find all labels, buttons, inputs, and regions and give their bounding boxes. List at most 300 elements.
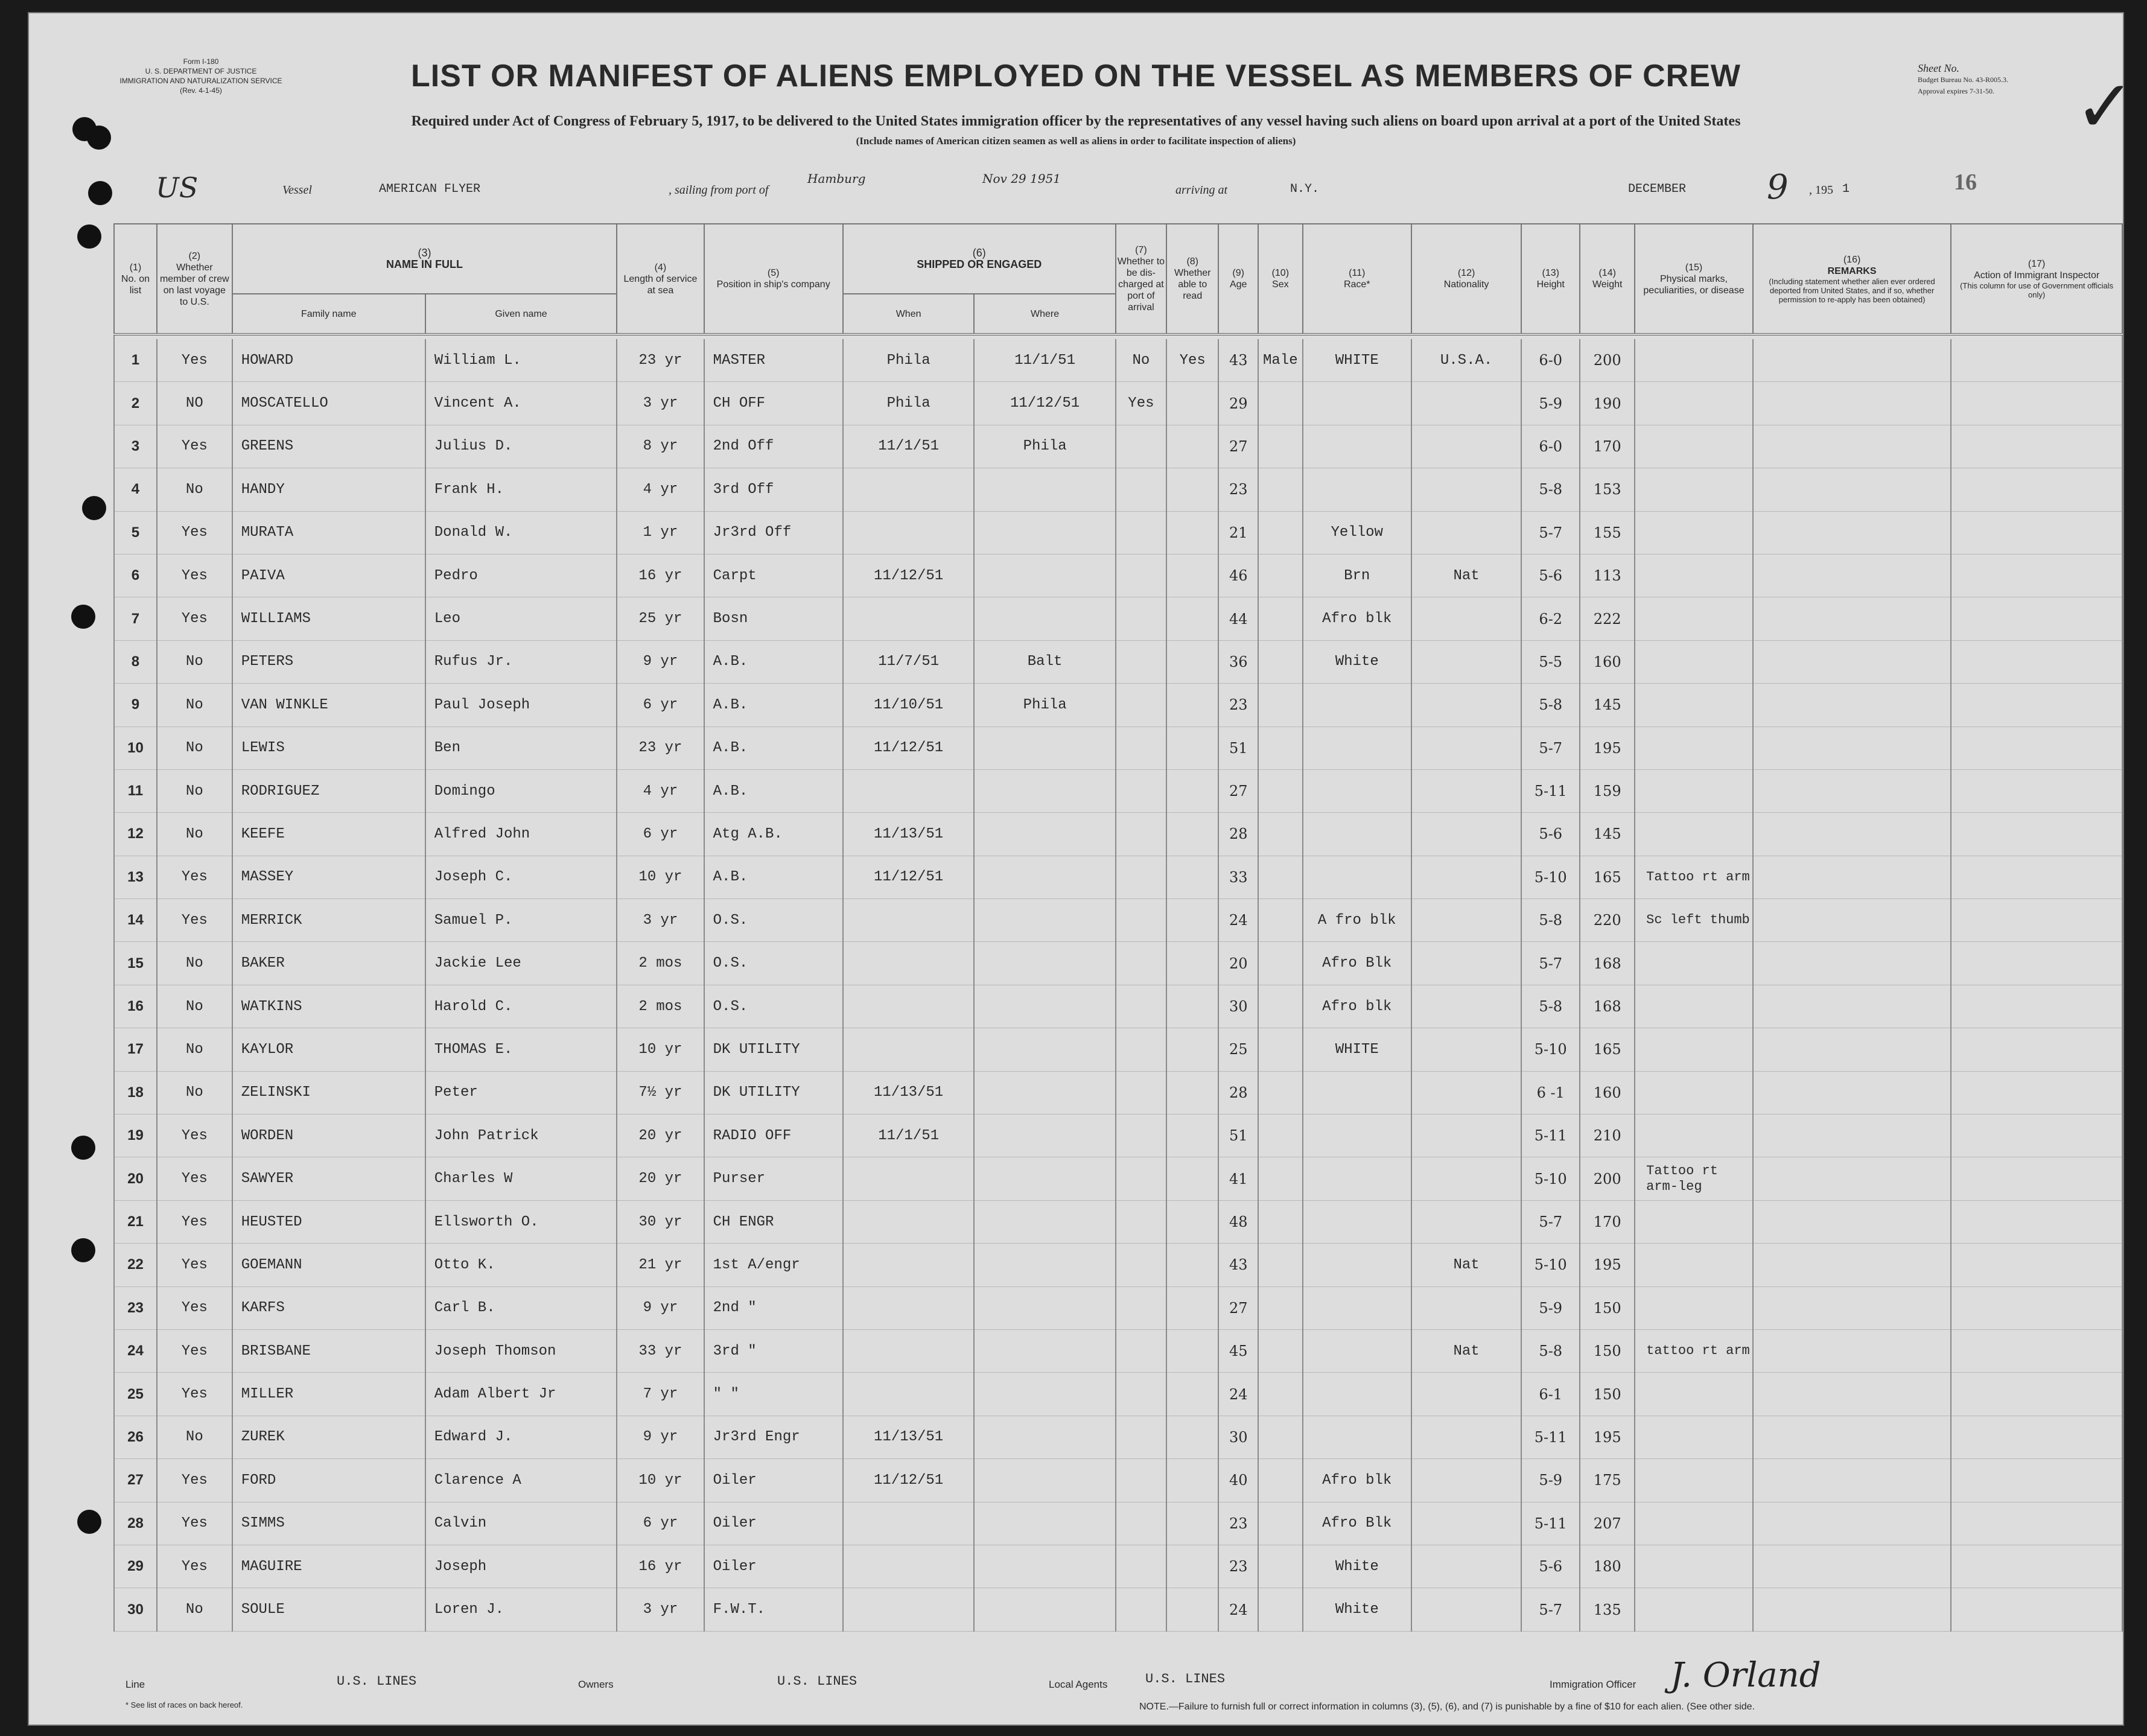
cell-discharged bbox=[1116, 511, 1166, 554]
cell-race: Afro Blk bbox=[1303, 1502, 1411, 1545]
cell-last-voyage: Yes bbox=[157, 856, 232, 898]
cell-physical-marks bbox=[1635, 942, 1753, 985]
cell-nationality bbox=[1411, 1588, 1521, 1631]
cell-family-name: KARFS bbox=[232, 1286, 425, 1329]
cell-last-voyage: Yes bbox=[157, 1545, 232, 1588]
cell-position: Bosn bbox=[704, 597, 843, 640]
cell-sex bbox=[1258, 684, 1302, 727]
cell-inspector-action bbox=[1951, 1459, 2122, 1502]
cell-inspector-action bbox=[1951, 727, 2122, 769]
agents-value: U.S. LINES bbox=[1145, 1671, 1226, 1687]
cell-given-name: William L. bbox=[425, 339, 617, 382]
cell-no: 24 bbox=[114, 1329, 157, 1372]
cell-last-voyage: No bbox=[157, 727, 232, 769]
table-row bbox=[114, 1502, 2122, 1545]
cell-age: 25 bbox=[1218, 1028, 1258, 1071]
cell-height: 6-0 bbox=[1521, 425, 1580, 468]
cell-physical-marks: tattoo rt arm bbox=[1635, 1329, 1753, 1372]
cell-height: 5-11 bbox=[1521, 1114, 1580, 1157]
cell-weight: 135 bbox=[1580, 1588, 1635, 1631]
cell-inspector-action bbox=[1951, 1071, 2122, 1114]
cell-shipped-where bbox=[974, 813, 1115, 856]
cell-inspector-action bbox=[1951, 1373, 2122, 1416]
cell-able-to-read bbox=[1166, 511, 1218, 554]
cell-position: " " bbox=[704, 1373, 843, 1416]
cell-able-to-read bbox=[1166, 597, 1218, 640]
arrival-year-suffix: 1 bbox=[1842, 182, 1850, 196]
cell-race bbox=[1303, 1244, 1411, 1286]
cell-last-voyage: Yes bbox=[157, 1200, 232, 1243]
cell-family-name: ZELINSKI bbox=[232, 1071, 425, 1114]
budget-bureau: Budget Bureau No. 43-R005.3. bbox=[1918, 75, 2008, 84]
cell-age: 28 bbox=[1218, 1071, 1258, 1114]
cell-remarks bbox=[1753, 1071, 1951, 1114]
sheet-number-block bbox=[1918, 63, 2008, 97]
cell-remarks bbox=[1753, 856, 1951, 898]
table-row bbox=[114, 339, 2122, 382]
cell-given-name: Ben bbox=[425, 727, 617, 769]
cell-weight: 180 bbox=[1580, 1545, 1635, 1588]
col-header-remarks: (16) REMARKS (Including statement whether alien ever ordered deported from United States, and if so, whether permission to re-apply has been obtained) bbox=[1753, 224, 1951, 334]
cell-given-name: Domingo bbox=[425, 769, 617, 812]
cell-shipped-when: 11/13/51 bbox=[843, 1071, 975, 1114]
cell-shipped-where bbox=[974, 554, 1115, 597]
cell-no: 21 bbox=[114, 1200, 157, 1243]
cell-nationality bbox=[1411, 899, 1521, 942]
cell-length-of-service: 7 yr bbox=[617, 1373, 704, 1416]
cell-race: Yellow bbox=[1303, 511, 1411, 554]
cell-discharged bbox=[1116, 1459, 1166, 1502]
cell-inspector-action bbox=[1951, 899, 2122, 942]
col-header-nationality: (12) Nationality bbox=[1411, 224, 1521, 334]
table-row bbox=[114, 899, 2122, 942]
cell-able-to-read bbox=[1166, 468, 1218, 511]
cell-nationality bbox=[1411, 1502, 1521, 1545]
cell-height: 6-2 bbox=[1521, 597, 1580, 640]
cell-shipped-where bbox=[974, 1502, 1115, 1545]
cell-position: Jr3rd Engr bbox=[704, 1416, 843, 1458]
cell-position: O.S. bbox=[704, 899, 843, 942]
cell-given-name: Vincent A. bbox=[425, 382, 617, 425]
cell-able-to-read bbox=[1166, 1459, 1218, 1502]
cell-sex bbox=[1258, 1157, 1302, 1200]
cell-inspector-action bbox=[1951, 468, 2122, 511]
line-value: U.S. LINES bbox=[337, 1674, 417, 1689]
cell-nationality: Nat bbox=[1411, 1329, 1521, 1372]
cell-able-to-read bbox=[1166, 769, 1218, 812]
cell-sex bbox=[1258, 1028, 1302, 1071]
cell-position: A.B. bbox=[704, 684, 843, 727]
cell-race: Afro blk bbox=[1303, 985, 1411, 1028]
cell-weight: 153 bbox=[1580, 468, 1635, 511]
cell-remarks bbox=[1753, 1588, 1951, 1631]
cell-inspector-action bbox=[1951, 942, 2122, 985]
cell-remarks bbox=[1753, 1286, 1951, 1329]
cell-sex bbox=[1258, 382, 1302, 425]
cell-no: 2 bbox=[114, 382, 157, 425]
cell-height: 5-7 bbox=[1521, 1588, 1580, 1631]
col-header-when: When bbox=[843, 294, 975, 334]
cell-shipped-where bbox=[974, 1373, 1115, 1416]
cell-shipped-where bbox=[974, 1286, 1115, 1329]
cell-race: Brn bbox=[1303, 554, 1411, 597]
penalty-note: NOTE.—Failure to furnish full or correct information in columns (3), (5), (6), and (7) is punishable by a fine of $10 for each alien. (See other side. bbox=[1139, 1702, 1755, 1712]
cell-no: 26 bbox=[114, 1416, 157, 1458]
table-row bbox=[114, 597, 2122, 640]
cell-no: 16 bbox=[114, 985, 157, 1028]
cell-inspector-action bbox=[1951, 985, 2122, 1028]
cell-last-voyage: Yes bbox=[157, 597, 232, 640]
cell-given-name: Otto K. bbox=[425, 1244, 617, 1286]
cell-height: 5-7 bbox=[1521, 727, 1580, 769]
vessel-name: AMERICAN FLYER bbox=[379, 182, 481, 196]
cell-race: White bbox=[1303, 640, 1411, 683]
cell-position: MASTER bbox=[704, 339, 843, 382]
cell-weight: 222 bbox=[1580, 597, 1635, 640]
cell-no: 7 bbox=[114, 597, 157, 640]
cell-last-voyage: Yes bbox=[157, 899, 232, 942]
cell-remarks bbox=[1753, 813, 1951, 856]
cell-age: 48 bbox=[1218, 1200, 1258, 1243]
cell-position: A.B. bbox=[704, 640, 843, 683]
cell-given-name: Julius D. bbox=[425, 425, 617, 468]
cell-shipped-where bbox=[974, 468, 1115, 511]
cell-physical-marks bbox=[1635, 769, 1753, 812]
cell-nationality bbox=[1411, 856, 1521, 898]
officer-signature: J. Orland bbox=[1670, 1656, 1821, 1695]
cell-no: 22 bbox=[114, 1244, 157, 1286]
cell-age: 44 bbox=[1218, 597, 1258, 640]
cell-height: 6-0 bbox=[1521, 339, 1580, 382]
cell-discharged bbox=[1116, 899, 1166, 942]
cell-discharged bbox=[1116, 1200, 1166, 1243]
cell-no: 14 bbox=[114, 899, 157, 942]
cell-inspector-action bbox=[1951, 1329, 2122, 1372]
cell-nationality bbox=[1411, 813, 1521, 856]
punch-hole bbox=[82, 496, 106, 520]
cell-given-name: Joseph Thomson bbox=[425, 1329, 617, 1372]
cell-race bbox=[1303, 382, 1411, 425]
cell-weight: 159 bbox=[1580, 769, 1635, 812]
cell-nationality: Nat bbox=[1411, 554, 1521, 597]
cell-inspector-action bbox=[1951, 425, 2122, 468]
cell-race bbox=[1303, 856, 1411, 898]
cell-able-to-read bbox=[1166, 1502, 1218, 1545]
cell-position: RADIO OFF bbox=[704, 1114, 843, 1157]
cell-shipped-where: Phila bbox=[974, 684, 1115, 727]
cell-race bbox=[1303, 1071, 1411, 1114]
cell-inspector-action bbox=[1951, 1588, 2122, 1631]
cell-position: Purser bbox=[704, 1157, 843, 1200]
col-header-sex: (10) Sex bbox=[1258, 224, 1302, 334]
cell-weight: 165 bbox=[1580, 856, 1635, 898]
cell-no: 12 bbox=[114, 813, 157, 856]
cell-able-to-read bbox=[1166, 1071, 1218, 1114]
cell-family-name: WATKINS bbox=[232, 985, 425, 1028]
cell-length-of-service: 3 yr bbox=[617, 899, 704, 942]
cell-discharged bbox=[1116, 985, 1166, 1028]
cell-discharged: Yes bbox=[1116, 382, 1166, 425]
cell-physical-marks bbox=[1635, 1459, 1753, 1502]
cell-sex bbox=[1258, 425, 1302, 468]
crew-table bbox=[113, 223, 2123, 1632]
vessel-label: Vessel bbox=[282, 183, 312, 197]
cell-age: 51 bbox=[1218, 1114, 1258, 1157]
cell-able-to-read bbox=[1166, 1028, 1218, 1071]
cell-weight: 150 bbox=[1580, 1286, 1635, 1329]
cell-physical-marks bbox=[1635, 727, 1753, 769]
cell-physical-marks bbox=[1635, 1286, 1753, 1329]
cell-race bbox=[1303, 1114, 1411, 1157]
cell-age: 51 bbox=[1218, 727, 1258, 769]
cell-height: 5-11 bbox=[1521, 769, 1580, 812]
cell-nationality bbox=[1411, 1545, 1521, 1588]
cell-weight: 155 bbox=[1580, 511, 1635, 554]
col-header-service: (4) Length of service at sea bbox=[617, 224, 704, 334]
cell-given-name: Joseph C. bbox=[425, 856, 617, 898]
table-row bbox=[114, 1373, 2122, 1416]
cell-nationality bbox=[1411, 1373, 1521, 1416]
cell-length-of-service: 6 yr bbox=[617, 684, 704, 727]
cell-length-of-service: 23 yr bbox=[617, 339, 704, 382]
cell-family-name: PETERS bbox=[232, 640, 425, 683]
cell-length-of-service: 9 yr bbox=[617, 1416, 704, 1458]
cell-shipped-when: 11/1/51 bbox=[843, 1114, 975, 1157]
cell-age: 20 bbox=[1218, 942, 1258, 985]
approval-expiry: Approval expires 7-31-50. bbox=[1918, 87, 1994, 95]
cell-remarks bbox=[1753, 1459, 1951, 1502]
cell-inspector-action bbox=[1951, 382, 2122, 425]
cell-length-of-service: 23 yr bbox=[617, 727, 704, 769]
arrival-port: N.Y. bbox=[1290, 182, 1320, 196]
cell-position: DK UTILITY bbox=[704, 1028, 843, 1071]
cell-remarks bbox=[1753, 1028, 1951, 1071]
cell-race: White bbox=[1303, 1588, 1411, 1631]
cell-shipped-where bbox=[974, 597, 1115, 640]
cell-height: 5-10 bbox=[1521, 1028, 1580, 1071]
cell-weight: 210 bbox=[1580, 1114, 1635, 1157]
table-row bbox=[114, 382, 2122, 425]
cell-height: 5-7 bbox=[1521, 1200, 1580, 1243]
table-row bbox=[114, 554, 2122, 597]
cell-height: 5-10 bbox=[1521, 1157, 1580, 1200]
cell-inspector-action bbox=[1951, 554, 2122, 597]
cell-discharged bbox=[1116, 1114, 1166, 1157]
cell-position: 3rd " bbox=[704, 1329, 843, 1372]
cell-given-name: John Patrick bbox=[425, 1114, 617, 1157]
cell-sex bbox=[1258, 1329, 1302, 1372]
cell-given-name: Leo bbox=[425, 597, 617, 640]
cell-shipped-where bbox=[974, 985, 1115, 1028]
cell-family-name: ZUREK bbox=[232, 1416, 425, 1458]
cell-inspector-action bbox=[1951, 1416, 2122, 1458]
col-header-height: (13) Height bbox=[1521, 224, 1580, 334]
cell-weight: 113 bbox=[1580, 554, 1635, 597]
cell-no: 19 bbox=[114, 1114, 157, 1157]
cell-able-to-read bbox=[1166, 554, 1218, 597]
cell-race: Afro blk bbox=[1303, 597, 1411, 640]
cell-no: 28 bbox=[114, 1502, 157, 1545]
cell-physical-marks bbox=[1635, 813, 1753, 856]
cell-sex bbox=[1258, 1286, 1302, 1329]
manifest-sheet bbox=[28, 12, 2136, 1726]
cell-position: Oiler bbox=[704, 1545, 843, 1588]
cell-remarks bbox=[1753, 1502, 1951, 1545]
cell-last-voyage: Yes bbox=[157, 511, 232, 554]
cell-given-name: Adam Albert Jr bbox=[425, 1373, 617, 1416]
cell-last-voyage: No bbox=[157, 769, 232, 812]
cell-shipped-when bbox=[843, 985, 975, 1028]
cell-age: 30 bbox=[1218, 985, 1258, 1028]
cell-length-of-service: 10 yr bbox=[617, 1028, 704, 1071]
cell-physical-marks bbox=[1635, 1502, 1753, 1545]
table-row bbox=[114, 813, 2122, 856]
cell-length-of-service: 8 yr bbox=[617, 425, 704, 468]
punch-hole bbox=[71, 605, 95, 629]
cell-inspector-action bbox=[1951, 339, 2122, 382]
cell-shipped-when bbox=[843, 769, 975, 812]
cell-length-of-service: 2 mos bbox=[617, 985, 704, 1028]
cell-height: 5-7 bbox=[1521, 942, 1580, 985]
cell-race bbox=[1303, 1286, 1411, 1329]
cell-physical-marks: Tattoo rt arm bbox=[1635, 856, 1753, 898]
cell-age: 27 bbox=[1218, 1286, 1258, 1329]
cell-length-of-service: 3 yr bbox=[617, 1588, 704, 1631]
table-row bbox=[114, 1329, 2122, 1372]
cell-sex bbox=[1258, 1071, 1302, 1114]
cell-discharged bbox=[1116, 1071, 1166, 1114]
cell-shipped-where: 11/12/51 bbox=[974, 382, 1115, 425]
cell-last-voyage: No bbox=[157, 1416, 232, 1458]
cell-shipped-when: 11/12/51 bbox=[843, 1459, 975, 1502]
cell-inspector-action bbox=[1951, 1114, 2122, 1157]
cell-position: A.B. bbox=[704, 727, 843, 769]
col-header-no: (1) No. on list bbox=[114, 224, 157, 334]
cell-race bbox=[1303, 1157, 1411, 1200]
cell-age: 21 bbox=[1218, 511, 1258, 554]
cell-age: 40 bbox=[1218, 1459, 1258, 1502]
cell-shipped-when bbox=[843, 597, 975, 640]
cell-length-of-service: 33 yr bbox=[617, 1329, 704, 1372]
cell-discharged bbox=[1116, 468, 1166, 511]
cell-last-voyage: No bbox=[157, 468, 232, 511]
cell-age: 24 bbox=[1218, 1373, 1258, 1416]
cell-height: 5-8 bbox=[1521, 1329, 1580, 1372]
cell-remarks bbox=[1753, 597, 1951, 640]
cell-age: 23 bbox=[1218, 684, 1258, 727]
col-header-last-voyage: (2) Whether member of crew on last voyage to U.S. bbox=[157, 224, 232, 334]
line-label: Line bbox=[126, 1679, 145, 1690]
cell-last-voyage: Yes bbox=[157, 554, 232, 597]
cell-family-name: KAYLOR bbox=[232, 1028, 425, 1071]
cell-shipped-where bbox=[974, 1416, 1115, 1458]
cell-remarks bbox=[1753, 942, 1951, 985]
arrival-month: DECEMBER bbox=[1628, 182, 1687, 196]
cell-race: Afro Blk bbox=[1303, 942, 1411, 985]
cell-inspector-action bbox=[1951, 597, 2122, 640]
cell-height: 5-9 bbox=[1521, 1286, 1580, 1329]
cell-length-of-service: 6 yr bbox=[617, 1502, 704, 1545]
departure-port: Hamburg bbox=[807, 171, 866, 186]
table-row bbox=[114, 684, 2122, 727]
cell-race: WHITE bbox=[1303, 339, 1411, 382]
cell-no: 15 bbox=[114, 942, 157, 985]
cell-shipped-when bbox=[843, 1588, 975, 1631]
cell-nationality bbox=[1411, 1459, 1521, 1502]
cell-age: 36 bbox=[1218, 640, 1258, 683]
cell-family-name: KEEFE bbox=[232, 813, 425, 856]
cell-remarks bbox=[1753, 899, 1951, 942]
cell-race bbox=[1303, 1329, 1411, 1372]
cell-physical-marks bbox=[1635, 425, 1753, 468]
cell-nationality bbox=[1411, 1114, 1521, 1157]
cell-no: 20 bbox=[114, 1157, 157, 1200]
cell-physical-marks: Sc left thumb bbox=[1635, 899, 1753, 942]
col-header-age: (9) Age bbox=[1218, 224, 1258, 334]
cell-given-name: Edward J. bbox=[425, 1416, 617, 1458]
cell-family-name: MURATA bbox=[232, 511, 425, 554]
cell-family-name: PAIVA bbox=[232, 554, 425, 597]
col-header-marks: (15) Physical marks, peculiarities, or disease bbox=[1635, 224, 1753, 334]
cell-shipped-where bbox=[974, 769, 1115, 812]
sailing-label: , sailing from port of bbox=[669, 183, 769, 197]
cell-physical-marks bbox=[1635, 684, 1753, 727]
cell-able-to-read bbox=[1166, 640, 1218, 683]
table-row bbox=[114, 1545, 2122, 1588]
cell-age: 23 bbox=[1218, 468, 1258, 511]
cell-height: 5-11 bbox=[1521, 1502, 1580, 1545]
col-header-name: (3) NAME IN FULL bbox=[232, 224, 617, 294]
punch-hole bbox=[71, 1136, 95, 1160]
cell-position: Jr3rd Off bbox=[704, 511, 843, 554]
cell-weight: 190 bbox=[1580, 382, 1635, 425]
cell-inspector-action bbox=[1951, 769, 2122, 812]
table-row bbox=[114, 856, 2122, 898]
punch-hole bbox=[77, 224, 101, 249]
arrival-day: 9 bbox=[1767, 168, 1789, 207]
col-header-given-name: Given name bbox=[425, 294, 617, 334]
cell-age: 43 bbox=[1218, 1244, 1258, 1286]
cell-no: 25 bbox=[114, 1373, 157, 1416]
cell-no: 4 bbox=[114, 468, 157, 511]
cell-length-of-service: 1 yr bbox=[617, 511, 704, 554]
cell-last-voyage: Yes bbox=[157, 1459, 232, 1502]
cell-given-name: Charles W bbox=[425, 1157, 617, 1200]
cell-shipped-where: Balt bbox=[974, 640, 1115, 683]
vessel-line bbox=[29, 168, 2123, 208]
cell-able-to-read bbox=[1166, 1244, 1218, 1286]
cell-last-voyage: No bbox=[157, 1588, 232, 1631]
cell-physical-marks bbox=[1635, 1588, 1753, 1631]
cell-inspector-action bbox=[1951, 813, 2122, 856]
cell-sex bbox=[1258, 1416, 1302, 1458]
cell-last-voyage: Yes bbox=[157, 425, 232, 468]
cell-sex bbox=[1258, 769, 1302, 812]
cell-able-to-read bbox=[1166, 1373, 1218, 1416]
cell-sex bbox=[1258, 1545, 1302, 1588]
cell-race bbox=[1303, 684, 1411, 727]
cell-height: 6 -1 bbox=[1521, 1071, 1580, 1114]
cell-given-name: Paul Joseph bbox=[425, 684, 617, 727]
cell-sex bbox=[1258, 856, 1302, 898]
cell-shipped-when: Phila bbox=[843, 339, 975, 382]
cell-remarks bbox=[1753, 985, 1951, 1028]
cell-discharged bbox=[1116, 684, 1166, 727]
cell-height: 5-8 bbox=[1521, 899, 1580, 942]
cell-shipped-when bbox=[843, 1545, 975, 1588]
table-row bbox=[114, 1286, 2122, 1329]
col-header-read: (8) Whether able to read bbox=[1166, 224, 1218, 334]
